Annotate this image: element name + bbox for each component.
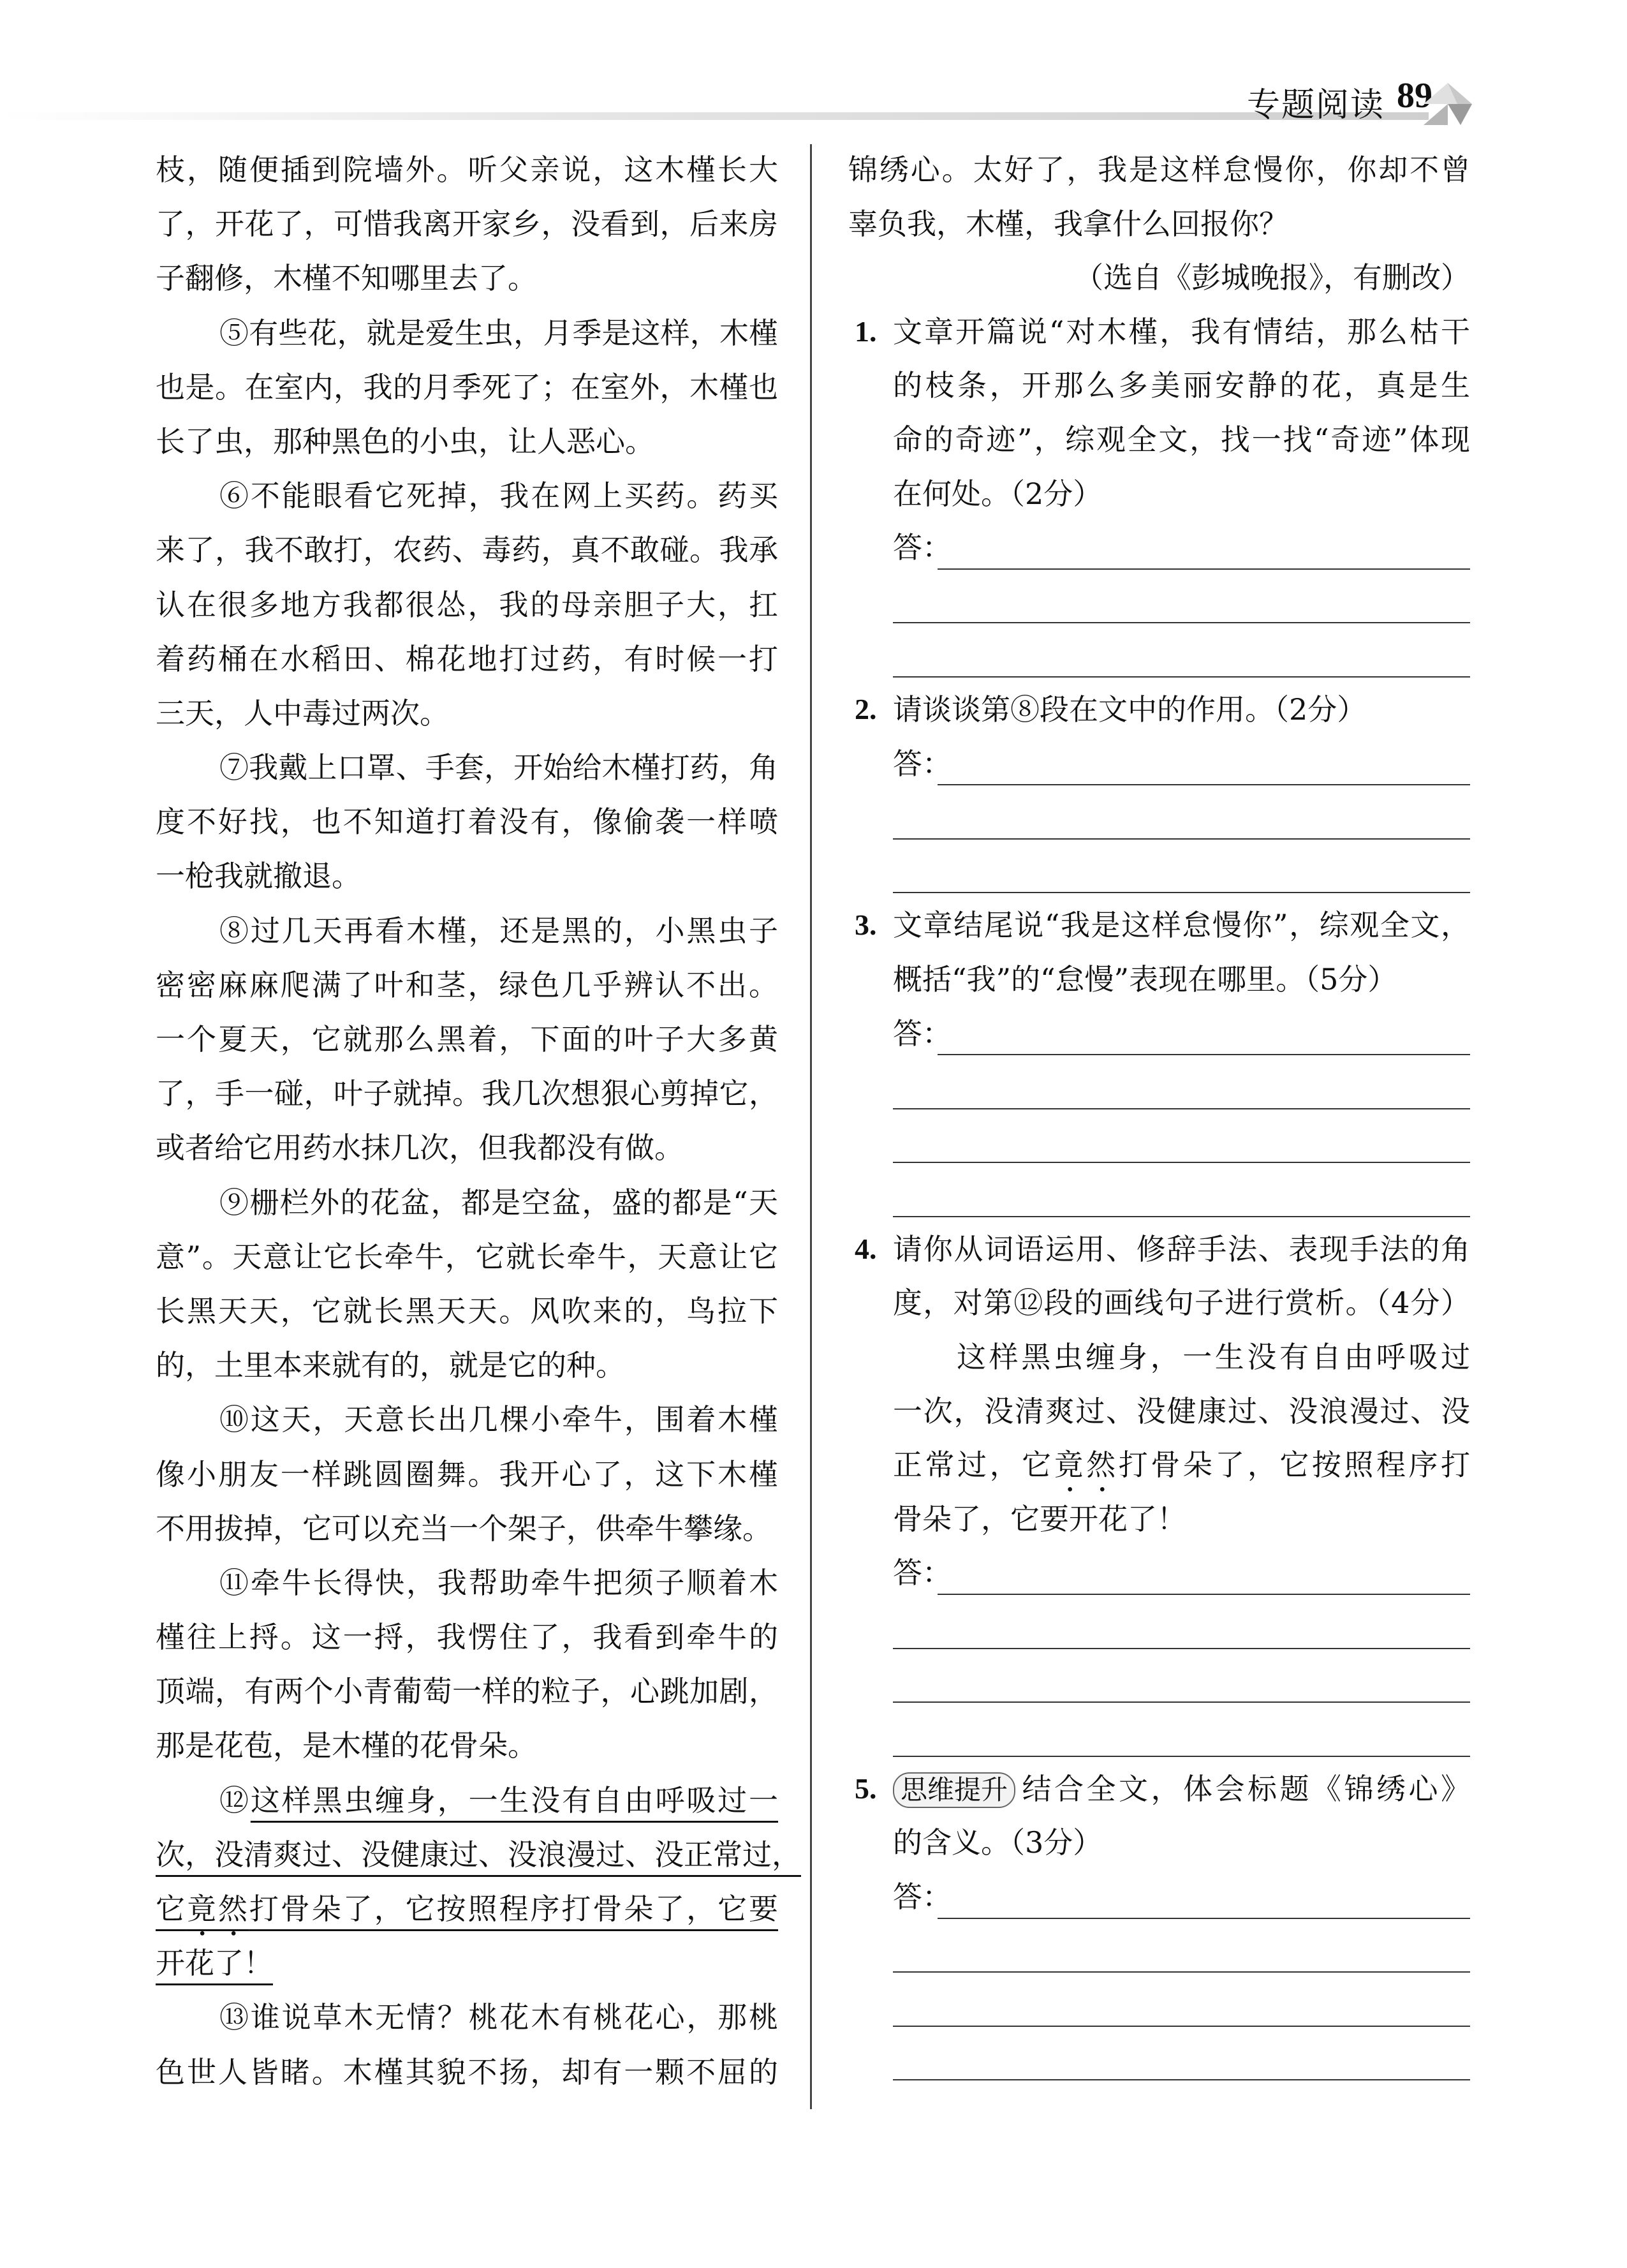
answer-blank[interactable]: [893, 1162, 1470, 1163]
answer-line[interactable]: [848, 628, 1470, 683]
text-segment: 长黑天天，它就长黑天天。风吹来的，鸟拉下: [156, 1293, 778, 1328]
article-line: [156, 1828, 801, 1882]
column-divider: [810, 144, 812, 2109]
source-citation: [848, 251, 1470, 305]
answer-blank[interactable]: [938, 1594, 1470, 1595]
answer-blank[interactable]: [893, 1108, 1470, 1109]
article-line: [156, 578, 778, 632]
text-segment: 这样黑虫缠身，一生没有自由呼吸过: [957, 1340, 1470, 1375]
text-segment: 打骨朵了，它按照程序打: [1118, 1448, 1471, 1483]
text-segment: 度不好找，也不知道打着没有，像偷袭一样喷: [156, 804, 778, 840]
question-line: [848, 413, 1470, 467]
header-rule: [0, 112, 1429, 120]
text-segment: 的含义。（3分）: [893, 1825, 1103, 1860]
text-segment: 也是。在室内，我的月季死了；在室外，木槿也: [156, 369, 778, 404]
answer-line[interactable]: [848, 1060, 1470, 1115]
underlined-text: 打骨朵了，它按照程序打骨朵了，它要: [249, 1892, 779, 1926]
article-line: [156, 197, 778, 251]
text-segment: 的，土里本来就有的，就是它的种。: [156, 1348, 625, 1383]
text-segment: ⑩这天，天意长出几棵小牵牛，围着木槿: [219, 1402, 778, 1437]
question-line: [848, 1384, 1470, 1439]
question-number: 4.: [855, 1232, 877, 1265]
text-segment: 来了，我不敢打，农药、毒药，真不敢碰。我承: [156, 533, 778, 568]
answer-line[interactable]: [848, 521, 1470, 575]
answer-line[interactable]: [848, 1007, 1470, 1061]
answer-line[interactable]: [848, 737, 1470, 791]
article-line: [156, 1448, 778, 1502]
answer-line[interactable]: [848, 845, 1470, 899]
article-line: [156, 1067, 778, 1121]
answer-line[interactable]: [848, 1708, 1470, 1762]
question-line: [848, 1222, 1470, 1277]
text-segment: 正常过，它: [893, 1448, 1054, 1483]
text-segment: 文章结尾说“我是这样怠慢你”，综观全文，: [893, 908, 1470, 943]
article-line: [156, 1556, 778, 1610]
answer-line[interactable]: [848, 790, 1470, 845]
article-line: [156, 251, 778, 306]
text-segment: 槿往上捋。这一捋，我愣住了，我看到牵牛的: [156, 1620, 778, 1655]
article-line: [156, 1882, 778, 1936]
thinking-badge: 思维提升: [893, 1772, 1015, 1808]
answer-line[interactable]: [848, 2032, 1470, 2086]
question-line: [848, 898, 1470, 952]
article-line: [156, 1393, 778, 1447]
article-line: [848, 143, 1470, 197]
text-segment: 了，手一碰，叶子就掉。我几次想狠心剪掉它，: [156, 1076, 778, 1111]
answer-label: 答：: [893, 530, 952, 565]
text-segment: 一枪我就撤退。: [156, 859, 361, 894]
page-number: 89: [1397, 76, 1432, 115]
question-line: [848, 683, 1470, 737]
text-segment: ⑪牵牛长得快，我帮助牵牛把须子顺着木: [219, 1565, 778, 1600]
text-segment: 度，对第⑫段的画线句子进行赏析。（4分）: [893, 1286, 1470, 1321]
section-title: 专题阅读: [1247, 86, 1385, 124]
text-segment: 请谈谈第⑧段在文中的作用。（2分）: [893, 692, 1367, 727]
text-segment: 那是花苞，是木槿的花骨朵。: [156, 1728, 537, 1763]
article-line: [156, 1719, 778, 1773]
article-line: [156, 1338, 778, 1393]
text-segment: 命的奇迹”，综观全文，找一找“奇迹”体现: [893, 422, 1470, 457]
article-line: [156, 632, 778, 686]
answer-blank[interactable]: [938, 568, 1470, 570]
answer-line[interactable]: [848, 1168, 1470, 1222]
text-segment: 长了虫，那种黑色的小虫，让人恶心。: [156, 424, 654, 459]
answer-blank[interactable]: [938, 784, 1470, 785]
text-segment: 在何处。（2分）: [893, 476, 1103, 511]
article-line: [156, 415, 778, 469]
text-segment: 色世人皆睹。木槿其貌不扬，却有一颗不屈的: [156, 2054, 778, 2089]
article-line: [156, 849, 778, 903]
triangle-logo-icon: [1422, 82, 1473, 126]
answer-line[interactable]: [848, 1600, 1470, 1654]
text-segment: ⑧过几天再看木槿，还是黑的，小黑虫子: [219, 913, 778, 948]
answer-blank[interactable]: [893, 676, 1470, 678]
answer-blank[interactable]: [893, 1648, 1470, 1649]
answer-blank[interactable]: [893, 2026, 1470, 2027]
question-line: [848, 1492, 1470, 1546]
question-line: [848, 1816, 1470, 1870]
question-line: [848, 1276, 1470, 1330]
article-line: [156, 1936, 778, 1990]
text-segment: 概括“我”的“怠慢”表现在哪里。（5分）: [893, 961, 1397, 997]
text-segment: 三天，人中毒过两次。: [156, 695, 449, 730]
article-line: [156, 741, 778, 795]
article-line: [156, 1176, 778, 1230]
text-segment: 文章开篇说“对木槿，我有情结，那么枯干: [893, 314, 1470, 349]
answer-label: 答：: [893, 746, 952, 781]
text-segment: ⑨栅栏外的花盆，都是空盆，盛的都是“天: [219, 1185, 778, 1220]
article-line: [156, 1774, 778, 1828]
text-segment: ⑤有些花，就是爱生虫，月季是这样，木槿: [219, 315, 778, 350]
text-segment: 锦绣心。太好了，我是这样怠慢你，你却不曾: [848, 152, 1470, 187]
article-line: [156, 1230, 778, 1284]
article-line: [156, 360, 778, 415]
answer-line[interactable]: [848, 1870, 1470, 1924]
text-segment: 枝，随便插到院墙外。听父亲说，这木槿长大: [156, 152, 778, 187]
answer-label: 答：: [893, 1016, 952, 1051]
answer-line[interactable]: [848, 1654, 1470, 1708]
answer-blank[interactable]: [893, 1216, 1470, 1217]
article-line: [156, 1121, 778, 1175]
text-segment: 意”。天意让它长牵牛，它就长牵牛，天意让它: [156, 1239, 778, 1274]
underlined-text: 它: [156, 1892, 187, 1926]
answer-blank[interactable]: [893, 1756, 1470, 1757]
text-segment: ⑥不能眼看它死掉，我在网上买药。药买: [219, 478, 778, 514]
answer-line[interactable]: [848, 575, 1470, 629]
article-line: [156, 1502, 778, 1556]
text-segment: 认在很多地方我都很怂，我的母亲胆子大，扛: [156, 587, 778, 622]
article-line: [848, 197, 1470, 251]
text-segment: ⑬谁说草木无情？桃花木有桃花心，那桃: [219, 2000, 778, 2035]
article-line: [156, 306, 778, 360]
article-line: [156, 1012, 778, 1067]
article-line: [156, 469, 778, 523]
article-line: [156, 686, 778, 741]
article-column: [156, 143, 801, 2100]
underlined-text: 次，没清爽过、没健康过、没浪漫过、没正常过，: [156, 1837, 801, 1872]
article-line: [156, 904, 778, 958]
text-segment: 辜负我，木槿，我拿什么回报你？: [848, 206, 1288, 241]
question-line: [848, 467, 1470, 521]
article-line: [156, 795, 778, 849]
question-number: 3.: [855, 908, 877, 942]
answer-blank[interactable]: [893, 892, 1470, 893]
text-segment: 像小朋友一样跳圆圈舞。我开心了，这下木槿: [156, 1456, 778, 1492]
answer-line[interactable]: [848, 1115, 1470, 1169]
text-segment: 一个夏天，它就那么黑着，下面的叶子大多黄: [156, 1022, 778, 1056]
article-line: [156, 523, 778, 577]
text-segment: 不用拔掉，它可以充当一个架子，供牵牛攀缘。: [156, 1511, 772, 1546]
answer-blank[interactable]: [893, 1701, 1470, 1703]
article-line: [156, 2045, 778, 2100]
text-segment: 子翻修，木槿不知哪里去了。: [156, 261, 537, 296]
article-line: [156, 958, 778, 1012]
text-segment: 请你从词语运用、修辞手法、表现手法的角: [893, 1231, 1470, 1266]
underlined-text: 这样黑虫缠身，一生没有自由呼吸过一: [250, 1783, 779, 1818]
text-segment: 密密麻麻爬满了叶和茎，绿色几乎辨认不出。: [156, 967, 778, 1002]
text-segment: 结合全文，体会标题《锦绣心》: [1019, 1771, 1470, 1806]
text-segment: 的枝条，开那么多美丽安静的花，真是生: [893, 368, 1470, 403]
question-line: [848, 305, 1470, 359]
text-segment: ⑦我戴上口罩、手套，开始给木槿打药，角: [219, 750, 778, 785]
question-line: [848, 952, 1470, 1007]
text-segment: 或者给它用药水抹几次，但我都没有做。: [156, 1130, 684, 1166]
article-line: [156, 143, 778, 197]
text-segment: 了，开花了，可惜我离开家乡，没看到，后来房: [156, 207, 778, 242]
answer-line[interactable]: [848, 1546, 1470, 1600]
answer-label: 答：: [893, 1879, 952, 1914]
emphasized-text: 竟然: [1054, 1448, 1119, 1483]
underlined-text: 开花了！: [156, 1946, 273, 1981]
question-line: [848, 1330, 1470, 1384]
question-number: 1.: [855, 315, 877, 348]
questions-column: [848, 143, 1470, 2086]
answer-blank[interactable]: [893, 622, 1470, 623]
article-line: [156, 1284, 778, 1338]
answer-blank[interactable]: [893, 1971, 1470, 1973]
text-segment: （选自《彭城晚报》，有删改）: [1074, 260, 1470, 295]
answer-line[interactable]: [848, 1978, 1470, 2032]
answer-label: 答：: [893, 1555, 952, 1590]
article-line: [156, 1610, 778, 1664]
question-number: 2.: [855, 692, 877, 725]
article-line: [156, 1990, 778, 2045]
text-segment: 骨朵了，它要开花了！: [893, 1501, 1186, 1536]
article-line: [156, 1664, 778, 1719]
text-segment: 着药桶在水稻田、棉花地打过药，有时候一打: [156, 641, 778, 676]
question-number: 5.: [855, 1772, 877, 1805]
question-line: [848, 1438, 1470, 1492]
question-line: [848, 359, 1470, 413]
text-segment: ⑫: [219, 1783, 251, 1818]
underlined-text: 竟然: [186, 1892, 249, 1926]
question-line: [848, 1762, 1470, 1816]
text-segment: 顶端，有两个小青葡萄一样的粒子，心跳加剧，: [156, 1674, 778, 1709]
answer-line[interactable]: [848, 1924, 1470, 1978]
answer-blank[interactable]: [938, 1918, 1470, 1919]
answer-blank[interactable]: [893, 838, 1470, 840]
answer-blank[interactable]: [938, 1054, 1470, 1055]
answer-blank[interactable]: [893, 2079, 1470, 2080]
text-segment: 一次，没清爽过、没健康过、没浪漫过、没: [893, 1393, 1470, 1428]
